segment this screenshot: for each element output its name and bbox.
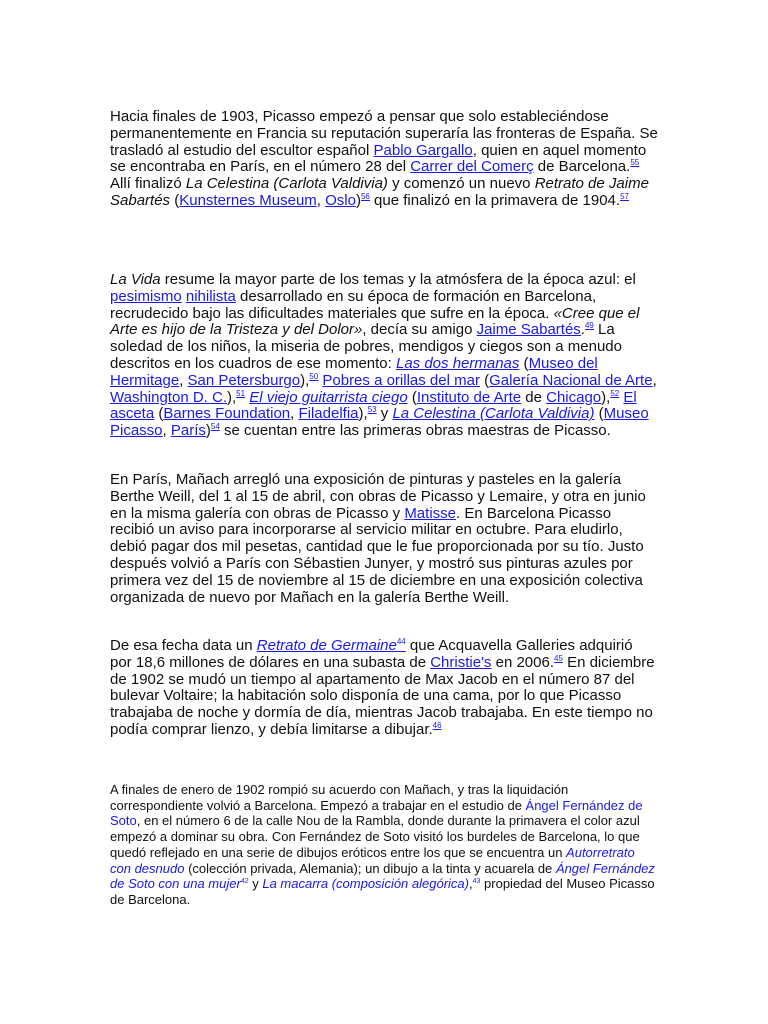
ref-55[interactable]: 55 bbox=[630, 158, 640, 168]
ref-43[interactable]: 43 bbox=[472, 878, 481, 886]
link-pesimismo[interactable]: pesimismo bbox=[110, 287, 182, 305]
link-galeria-nacional-arte[interactable]: Galería Nacional de Arte bbox=[489, 371, 653, 389]
link-retrato-de-germaine[interactable]: Retrato de Germaine$^{44}$ bbox=[256, 637, 406, 654]
link-matisse[interactable]: Matisse bbox=[404, 504, 456, 522]
paragraph-paris-move: Hacia finales de 1903, Picasso empezó a pensar que solo estableciéndose permanentemente en Francia su reputación superaría las fronteras de España. Se trasladó al estudio del escultor español Pablo Gargallo, quien en aquel momento se encontraba en París, en el número 28 del Carrer del Comerç de Barcelona.$^{55}$ Allí finalizó La Celestina (Carlota Valdivia) y comenzó un nuevo Retrato de Jaime Sabartés (Kunsternes Museum, Oslo)$^{56}$ que finalizó en la primavera de 1904.57 bbox=[110, 108, 658, 209]
link-christies[interactable]: Christie's bbox=[430, 653, 492, 671]
ref-46[interactable]: 46 bbox=[432, 720, 442, 730]
ref-42[interactable]: 42 bbox=[240, 878, 249, 886]
link-la-celestina[interactable]: La Celestina (Carlota Valdivia) bbox=[392, 405, 595, 423]
ref-52[interactable]: 52 bbox=[610, 388, 620, 398]
paragraph-retrato-germaine: De esa fecha data un Retrato de Germaine$^{44}$ que Acquavella Galleries adquirió por 18,6 millones de dólares en una subasta de Christie's en 2006.45 En diciembre de 1902 se mudó un tiempo al apartamento de Max Jacob en el número 87 del bulevar Voltaire; la habitación solo disponía de una cama, por lo que Picasso trabajaba de noche y dormía de día, mientras Jacob trabajaba. En este tiempo no podía comprar lienzo, y debía limitarse a dibujar.$^{46}$ bbox=[110, 637, 655, 738]
ref-50[interactable]: 50 bbox=[309, 371, 319, 381]
link-instituto-arte[interactable]: Instituto de Arte bbox=[416, 388, 522, 406]
link-nihilista[interactable]: nihilista bbox=[185, 287, 236, 305]
link-autorretrato-con-desnudo[interactable]: Autorretrato con desnudo bbox=[110, 844, 635, 876]
link-el-asceta[interactable]: El asceta bbox=[110, 388, 637, 423]
ref-57[interactable]: 57 bbox=[620, 191, 629, 201]
ref-44: 44 bbox=[396, 637, 406, 646]
link-angel-fernandez-de-soto[interactable]: Ángel Fernández de Soto bbox=[110, 797, 643, 829]
link-washington-dc[interactable]: Washington D. C. bbox=[110, 388, 227, 406]
paragraph-regreso-barcelona: A finales de enero de 1902 rompió su acuerdo con Mañach, y tras la liquidación correspondiente volvió a Barcelona. Empezó a trabajar en el estudio de Ángel Fernández de Soto, en el número 6 de la calle Nou de la Rambla, donde durante la primavera el color azul empezó a dominar su obra. Con Fernández de Soto visitó los burdeles de Barcelona, lo que quedó reflejado en una serie de dibujos eróticos entre los que se encuentra un Autorretrato con desnudo (colección privada, Alemania); un dibujo a la tinta y acuarela de Ángel Fernández de Soto con una mujer$^{42}$ y La macarra (composición alegórica),$^{43}$ propiedad del Museo Picasso de Barcelona. bbox=[110, 782, 655, 907]
ref-54[interactable]: 54 bbox=[210, 422, 220, 432]
ref-53[interactable]: 53 bbox=[367, 405, 377, 415]
link-kunsternes-museum[interactable]: Kunsternes Museum bbox=[179, 191, 317, 209]
link-oslo[interactable]: Oslo bbox=[325, 191, 356, 209]
link-museo-picasso[interactable]: Museo Picasso bbox=[110, 405, 649, 440]
ref-49[interactable]: 49 bbox=[584, 321, 594, 331]
link-paris[interactable]: París bbox=[170, 422, 206, 440]
paragraph-exposicion-berthe-weill: En París, Mañach arregló una exposición de pinturas y pasteles en la galería Berthe Weill, del 1 al 15 de abril, con obras de Picasso y Lemaire, y otra en junio en la misma galería con obras de Picasso y Matisse. En Barcelona Picasso recibió un aviso para incorporarse al servicio militar en octubre. Para eludirlo, debió pagar dos mil pesetas, cantidad que le fue proporcionada por su tío. Justo después volvió a París con Sébastien Junyer, y mostró sus pinturas azules por primera vez del 15 de noviembre al 15 de diciembre en una exposición colectiva organizada de nuevo por Mañach en la galería Berthe Weill. bbox=[110, 471, 646, 606]
ref-56[interactable]: 56 bbox=[360, 191, 370, 201]
link-la-macarra[interactable]: La macarra (composición alegórica) bbox=[262, 876, 469, 892]
link-barnes-foundation[interactable]: Barnes Foundation bbox=[163, 405, 291, 423]
link-las-dos-hermanas[interactable]: Las dos hermanas bbox=[395, 354, 520, 372]
link-carrer-del-comerc[interactable]: Carrer del Comerç bbox=[410, 158, 534, 176]
link-museo-hermitage[interactable]: Museo del Hermitage bbox=[110, 354, 598, 389]
link-pobres-orillas-mar[interactable]: Pobres a orillas del mar bbox=[322, 371, 480, 389]
link-viejo-guitarrista-ciego[interactable]: El viejo guitarrista ciego bbox=[249, 388, 408, 406]
link-filadelfia[interactable]: Filadelfia bbox=[298, 405, 359, 423]
paragraph-la-vida: La Vida resume la mayor parte de los temas y la atmósfera de la época azul: el pesimismo nihilista desarrollado en su época de formación en Barcelona, recrudecido bajo las dificultades materiales que sufre en la época. «Cree que el Arte es hijo de la Tristeza y del Dolor», decía su amigo Jaime Sabartés.$^{49}$ La soledad de los niños, la miseria de pobres, mendigos y ciegos son a menudo descritos en los cuadros de ese momento: Las dos hermanas (Museo del Hermitage, San Petersburgo),$^{50}$ Pobres a orillas del mar (Galería Nacional de Arte, Washington D. C.),$^{51}$ El viejo guitarrista ciego (Instituto de Arte de Chicago),$^{52}$ El asceta (Barnes Foundation, Filadelfia),$^{53}$ y La Celestina (Carlota Valdivia) (Museo Picasso, París)$^{54}$ se cuentan entre las primeras obras maestras de Picasso. bbox=[110, 271, 657, 440]
link-jaime-sabartes[interactable]: Jaime Sabartés bbox=[476, 321, 581, 339]
ref-51[interactable]: 51 bbox=[236, 388, 246, 398]
link-chicago[interactable]: Chicago bbox=[546, 388, 602, 406]
ref-45[interactable]: 45 bbox=[554, 653, 563, 663]
link-san-petersburgo[interactable]: San Petersburgo bbox=[187, 371, 301, 389]
link-angel-soto-con-una-mujer[interactable]: Ángel Fernández de Soto con una mujer bbox=[110, 860, 655, 892]
link-pablo-gargallo[interactable]: Pablo Gargallo bbox=[373, 141, 473, 159]
